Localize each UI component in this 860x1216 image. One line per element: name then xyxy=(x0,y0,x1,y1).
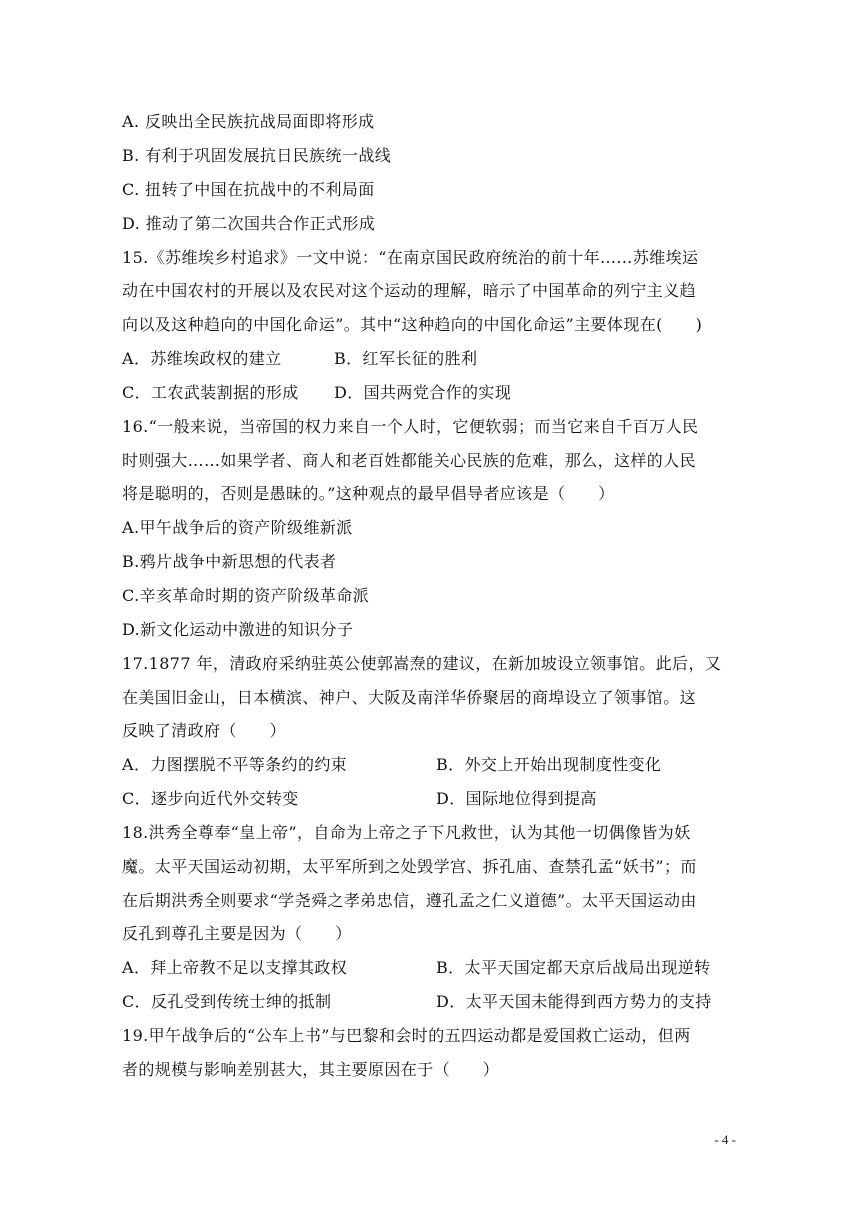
q16-option-d: D.新文化运动中激进的知识分子 xyxy=(122,620,354,639)
q17-option-c: C．逐步向近代外交转变 xyxy=(122,789,299,808)
q18-option-d: D．太平天国未能得到西方势力的支持 xyxy=(436,992,712,1011)
q14-option-a: A. 反映出全民族抗战局面即将形成 xyxy=(122,112,375,131)
q19-stem-line-1: 19.甲午战争后的“公车上书”与巴黎和会时的五四运动都是爱国救亡运动，但两 xyxy=(122,1026,691,1045)
q16-option-c: C.辛亥革命时期的资产阶级革命派 xyxy=(122,586,370,605)
q18-option-a: A．拜上帝教不足以支撑其政权 xyxy=(122,958,348,977)
q15-stem-line-2: 动在中国农村的开展以及农民对这个运动的理解，暗示了中国革命的列宁主义趋 xyxy=(122,281,697,300)
q18-option-b: B．太平天国定都天京后战局出现逆转 xyxy=(436,958,711,977)
q18-stem-line-2: 魔。太平天国运动初期，太平军所到之处毁学宫、拆孔庙、查禁孔孟“妖书”；而 xyxy=(122,857,697,876)
q14-option-c: C. 扭转了中国在抗战中的不利局面 xyxy=(122,180,375,199)
q18-stem-line-3: 在后期洪秀全则要求“学尧舜之孝弟忠信，遵孔孟之仁义道德”。太平天国运动由 xyxy=(122,891,697,910)
q15-option-a: A．苏维埃政权的建立 xyxy=(122,349,282,368)
q15-option-c: C．工农武装割据的形成 xyxy=(122,383,299,402)
q15-option-b: B．红军长征的胜利 xyxy=(334,349,478,368)
q18-stem-line-1: 18.洪秀全尊奉“皇上帝”，自命为上帝之子下凡救世，认为其他一切偶像皆为妖 xyxy=(122,823,691,842)
q17-option-a: A．力图摆脱不平等条约的约束 xyxy=(122,755,348,774)
q16-option-b: B.鸦片战争中新思想的代表者 xyxy=(122,552,337,571)
q17-stem-line-2: 在美国旧金山，日本横滨、神户、大阪及南洋华侨聚居的商埠设立了领事馆。这 xyxy=(122,688,697,707)
page-number: - 4 - xyxy=(714,1132,736,1147)
q17-stem-line-1: 17.1877 年，清政府采纳驻英公使郭嵩焘的建议，在新加坡设立领事馆。此后，又 xyxy=(122,654,722,673)
q15-stem-line-1: 15.《苏维埃乡村追求》一文中说：“在南京国民政府统治的前十年……苏维埃运 xyxy=(122,248,699,267)
q14-option-d: D. 推动了第二次国共合作正式形成 xyxy=(122,214,376,233)
q15-stem-line-3: 向以及这种趋向的中国化命运”。其中“这种趋向的中国化命运”主要体现在( ) xyxy=(122,315,703,334)
q19-stem-line-2: 者的规模与影响差别甚大，其主要原因在于（ ） xyxy=(122,1060,500,1079)
q18-option-c: C．反孔受到传统士绅的抵制 xyxy=(122,992,332,1011)
q16-stem-line-1: 16.“一般来说，当帝国的权力来自一个人时，它便软弱；而当它来自千百万人民 xyxy=(122,417,699,436)
q17-option-d: D．国际地位得到提高 xyxy=(436,789,597,808)
q16-option-a: A.甲午战争后的资产阶级维新派 xyxy=(122,518,353,537)
q16-stem-line-3: 将是聪明的，否则是愚昧的。”这种观点的最早倡导者应该是（ ） xyxy=(122,484,615,503)
q16-stem-line-2: 时则强大……如果学者、商人和老百姓都能关心民族的危难，那么，这样的人民 xyxy=(122,451,697,470)
q17-option-b: B．外交上开始出现制度性变化 xyxy=(436,755,662,774)
q15-option-d: D．国共两党合作的实现 xyxy=(334,383,512,402)
q14-option-b: B. 有利于巩固发展抗日民族统一战线 xyxy=(122,146,392,165)
q17-stem-line-3: 反映了清政府（ ） xyxy=(122,721,287,740)
q18-stem-line-4: 反孔到尊孔主要是因为（ ） xyxy=(122,924,352,943)
